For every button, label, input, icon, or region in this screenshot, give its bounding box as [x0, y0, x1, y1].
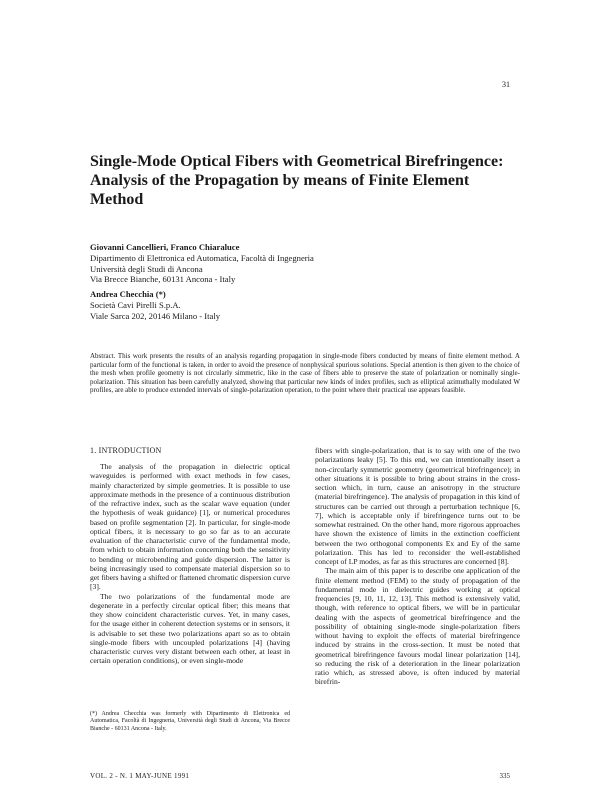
affiliation-line: Via Brecce Bianche, 60131 Ancona - Italy — [90, 274, 236, 285]
affiliation-line: Università degli Studi di Ancona — [90, 263, 203, 274]
paper-title: Single-Mode Optical Fibers with Geometrical Birefringence: Analysis of the Propagation by means of Finite Element Method — [90, 153, 504, 208]
affiliation-line: Dipartimento di Elettronica ed Automatica, Facoltà di Ingegneria — [90, 252, 314, 263]
affiliation-line: Viale Sarca 202, 20146 Milano - Italy — [90, 310, 221, 321]
journal-footer: VOL. 2 - N. 1 MAY-JUNE 1991 — [90, 772, 190, 780]
body-paragraph: fibers with single-polarization, that is to say with one of the two polarizations leaky [5]. To this end, we can intentionally insert a non-circularly symmetric geometry (geometrical birefringence); in other situations it is possible to bring about strains in the cross-section which, in turn, cause an anisotropy in the structure (material birefringence). The analysis of propagation in this kind of structures can be carried out through a perturbation technique [6, 7], which is acceptable only if birefringence turns out to be somewhat restrained. On the other hand, more rigorous approaches have shown the existence of limits in the extinction coefficient between the two orthogonal components Ex and Ey of the same polarization. This has led to reconsider the well-established concept of LP modes, as far as this structures are concerned [8]. — [315, 446, 520, 566]
right-column — [315, 446, 520, 687]
left-column — [90, 446, 290, 666]
author-block — [90, 242, 520, 326]
page-number: 31 — [502, 80, 510, 89]
author-name: Andrea Checchia (*) — [90, 289, 166, 300]
footnote: (*) Andrea Checchia was formerly with Dipartimento di Elettronica ed Automatica, Facoltà di Ingegneria, Università degli Studi di Ancona, Via Brecce Bianche - 60131 Ancona - Italy. — [90, 711, 290, 732]
affiliation-line: Società Cavi Pirelli S.p.A. — [90, 299, 181, 310]
abstract: Abstract. This work presents the results of an analysis regarding propagation in single-mode fibers conducted by means of finite element method. A particular form of the functional is taken, in order to avoid the presence of nonphysical spurious solutions. Special attention is then given to the choice of the mesh when profile geometry is not circularly simmetric, like in the case of fibers able to preserve the state of polarization or nominally single-polarization. This situation has been carefully analyzed, showing that particular new kinds of index profiles, such as elliptical azimuthally modulated W profiles, are able to produce extended intervals of single-polarization operation, to the point where their practical use appears feasible. — [90, 352, 520, 395]
body-paragraph: The analysis of the propagation in dielectric optical waveguides is performed with exact methods in few cases, mainly characterized by simple geometries. It is possible to use approximate methods in the presence of a continuous distribution of the refractive index, such as the scalar wave equation (under the hypothesis of weak guidance) [1], or numerical procedures based on profile segmentation [2]. In particular, for single-mode optical fibers, it is necessary to go so far as to an accurate evaluation of the characteristic curve of the fundamental mode, from which to obtain information concerning both the sensitivity to bending or microbending and guide dispersion. The latter is being increasingly used to compensate material dispersion so to get fibers having a shifted or flattened chromatic dispersion curve [3]. — [90, 462, 290, 592]
footer-page-number: 335 — [499, 772, 510, 780]
body-paragraph: The two polarizations of the fundamental mode are degenerate in a perfectly circular optical fiber; this means that they show coincident characteristic curves. Yet, in many cases, for the usage either in coherent detection systems or in sensors, it is advisable to set these two polarizations apart so as to obtain single-mode fibers with uncoupled polarizations [4] (having characteristic curves very distant between each other, at least in certain operation conditions), or even single-mode — [90, 591, 290, 666]
section-heading: 1. INTRODUCTION — [90, 446, 162, 455]
author-names: Giovanni Cancellieri, Franco Chiaraluce — [90, 242, 240, 252]
body-paragraph: The main aim of this paper is to describe one application of the finite element method (FEM) to the study of propagation of the fundamental mode in dielectric guides working at optical frequencies [9, 10, 11, 12, 13]. This method is extensively valid, though, with reference to optical fibers, we will be in particular dealing with the aspects of geometrical birefringence and the possibility of obtaining single-mode single-polarization fibers without having to exploit the effects of material birefringence induced by strains in the cross-section. It must be noted that geometrical birefringence favours modal linear polarization [14], so reducing the risk of a deterioration in the linear polarization ratio which, as stressed above, is often induced by material birefrin- — [315, 566, 520, 687]
